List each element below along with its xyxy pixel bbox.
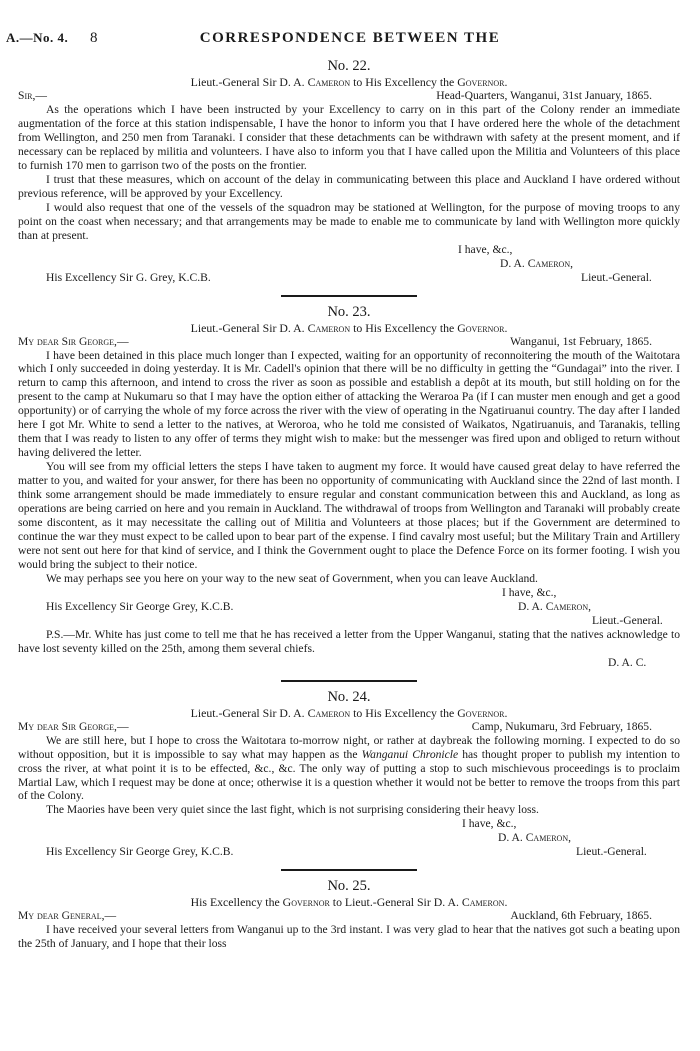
section-divider xyxy=(281,869,417,871)
letter-heading: His Excellency the Governor to Lieut.-General Sir D. A. Cameron. xyxy=(190,895,508,910)
page-number: 8 xyxy=(90,30,98,46)
signer: D. A. Cameron, xyxy=(500,256,573,270)
signer: D. A. Cameron, xyxy=(498,831,571,845)
letter-heading: Lieut.-General Sir D. A. Cameron to His Excellency the Governor. xyxy=(190,320,508,335)
paragraph: We may perhaps see you here on your way to the new seat of Government, when you can leave Auckland. xyxy=(46,571,538,585)
place-date: Head-Quarters, Wanganui, 31st January, 1865. xyxy=(436,89,652,102)
signer-title: Lieut.-General. xyxy=(576,845,647,859)
page-header xyxy=(6,30,694,50)
salutation: My dear Sir George,— xyxy=(18,334,129,348)
letter-23 xyxy=(18,304,680,670)
place-date: Auckland, 6th February, 1865. xyxy=(510,909,652,923)
ps-initials: D. A. C. xyxy=(608,655,647,669)
paragraph: As the operations which I have been instructed by your Excellency to carry on in this part of the Colony render an immediate augmentation of the force at this station indispensable, I have the honor to inform you that I have ordered here the whole of the detachment from Wellington, and 250 men from Taranaki. I consider that these detachments can be withdrawn with safety at the present moment, and if necessary can be replaced by militia and volunteers. I have also to inform you that I have called upon the Militia and Volunteers of this place to furnish 170 men to garrison two of the posts on the frontier. xyxy=(18,103,680,172)
paragraph: We are still here, but I hope to cross the Waitotara to-morrow night, or rather at daybreak the following morning. I expected to do so without opposition, but it is impossible to say what may happen as the Wanganui Chronicle has thought proper to publish my intention to cross the river, at what point it is to be effected, &c., &c. The only way of putting a stop to such mischievous proceedings is to proclaim Martial Law, which I request may be done at once; otherwise it is a question whether it would not be better to remove the troops from this part of the Colony. xyxy=(18,733,680,803)
closing: I have, &c., xyxy=(502,585,557,599)
paragraph: I trust that these measures, which on account of the delay in communicating between this place and Auckland I have ordered without previous reference, will be approved by your Excellency. xyxy=(18,172,680,200)
addressee-row xyxy=(18,845,680,859)
salutation-row xyxy=(18,909,680,923)
signer-row xyxy=(18,257,680,271)
salutation: Sir,— xyxy=(18,89,47,102)
signer: D. A. Cameron, xyxy=(518,599,591,613)
letter-heading: Lieut.-General Sir D. A. Cameron to His Excellency the Governor. xyxy=(190,705,508,720)
salutation-row xyxy=(18,335,680,349)
salutation: My dear General,— xyxy=(18,909,117,923)
closing-row xyxy=(18,817,680,831)
running-title: CORRESPONDENCE BETWEEN THE xyxy=(199,30,501,46)
newspaper-title: Wanganui Chronicle xyxy=(361,747,459,761)
postscript: P.S.—Mr. White has just come to tell me that he has received a letter from the Upper Wanganui, stating that the natives acknowledge to have lost seventy killed on the 25th, among them several chiefs. xyxy=(18,627,680,655)
addressee-row xyxy=(18,271,680,285)
addressee: His Excellency Sir George Grey, K.C.B. xyxy=(46,599,234,613)
salutation-row xyxy=(18,720,680,734)
signer-row xyxy=(18,600,680,614)
letter-heading: Lieut.-General Sir D. A. Cameron to His Excellency the Governor. xyxy=(190,75,508,89)
paragraph: You will see from my official letters the steps I have taken to augment my force. It would have caused great delay to have referred the matter to you, and waited for your answer, for there has been no opportunity of communicating with Auckland since the 22nd of last month. I think some arrangement should be made immediately to ensure regular and constant communication between this and Auckland, as long as operations are being carried on here and you remain in Auckland. The withdrawal of troops from Wellington and Taranaki will probably create some discontent, as it may necessitate the calling out of Militia and Volunteers at those places; but if the Government are determined to continue the war they must expect to be called upon to bear part of the expense. I find cavalry most useful; but the Military Train and Artillery were not sent out here for that kind of service, and I think the Government ought to place the Defence Force on its former footing. I wish you would bring the subject to their notice. xyxy=(18,460,680,571)
letter-25 xyxy=(18,878,680,951)
section-divider xyxy=(281,680,417,682)
closing: I have, &c., xyxy=(458,242,513,256)
closing: I have, &c., xyxy=(462,817,517,831)
signer-title: Lieut.-General. xyxy=(581,270,652,284)
paragraph: I have received your several letters from Wanganui up to the 3rd instant. I was very glad to hear that the natives got such a beating upon the 25th of January, and I hope that their loss xyxy=(18,923,680,951)
ps-initials-row xyxy=(18,656,680,670)
section-divider xyxy=(281,295,417,297)
paragraph: I would also request that one of the vessels of the squadron may be stationed at Wellington, for the purpose of moving troops to any point on the coast when necessary; and that arrangements may be made to enable me to communicate by land with Wellington more quickly than at present. xyxy=(18,200,680,242)
signer-title: Lieut.-General. xyxy=(592,613,663,627)
closing-row xyxy=(18,243,680,257)
signer-title-row xyxy=(18,614,680,628)
letter-22 xyxy=(18,58,680,285)
closing-row xyxy=(18,586,680,600)
addressee: His Excellency Sir George Grey, K.C.B. xyxy=(46,845,234,859)
letter-24 xyxy=(18,689,680,860)
page-content xyxy=(18,58,680,951)
paragraph: I have been detained in this place much longer than I expected, waiting for an opportunity of reconnoitering the mouth of the Waitotara which I only succeeded in doing yesterday. It is Mr. Cadell's opinion that there will be no difficulty in getting the “Gundagai” into the river. I return to camp this afternoon, and intend to cross the river as soon as possible and establish a depôt at its mouth, but still holding on for the present to the camp at Nukumaru so that I may have the option either of attacking the Weraroa Pa (if I can muster men enough and get a good opportunity) or of carrying the whole of my force across the river with the view of operating in the Ngatiruanui country. The day after I landed here I got Mr. White to send a letter to the natives, at Weroroa, who he told me consisted of Waikatos, Ngatiruanuis, and Taranakis, telling them that I was ready to listen to any offer of terms they might wish to make: but the messenger was fired upon and obliged to return without having delivered the letter. xyxy=(18,348,680,460)
place-date: Camp, Nukumaru, 3rd February, 1865. xyxy=(471,719,652,733)
letter-number: No. 22. xyxy=(327,58,371,74)
letter-number: No. 25. xyxy=(327,878,371,895)
salutation-row xyxy=(18,89,680,103)
place-date: Wanganui, 1st February, 1865. xyxy=(510,334,652,348)
signer-row xyxy=(18,831,680,845)
letter-number: No. 24. xyxy=(327,688,371,705)
letter-number: No. 23. xyxy=(327,303,371,320)
paragraph: The Maories have been very quiet since the last fight, which is not surprising considering their heavy loss. xyxy=(46,803,539,817)
salutation: My dear Sir George,— xyxy=(18,719,129,733)
document-reference: A.—No. 4. xyxy=(6,30,69,45)
addressee: His Excellency Sir G. Grey, K.C.B. xyxy=(46,270,211,284)
